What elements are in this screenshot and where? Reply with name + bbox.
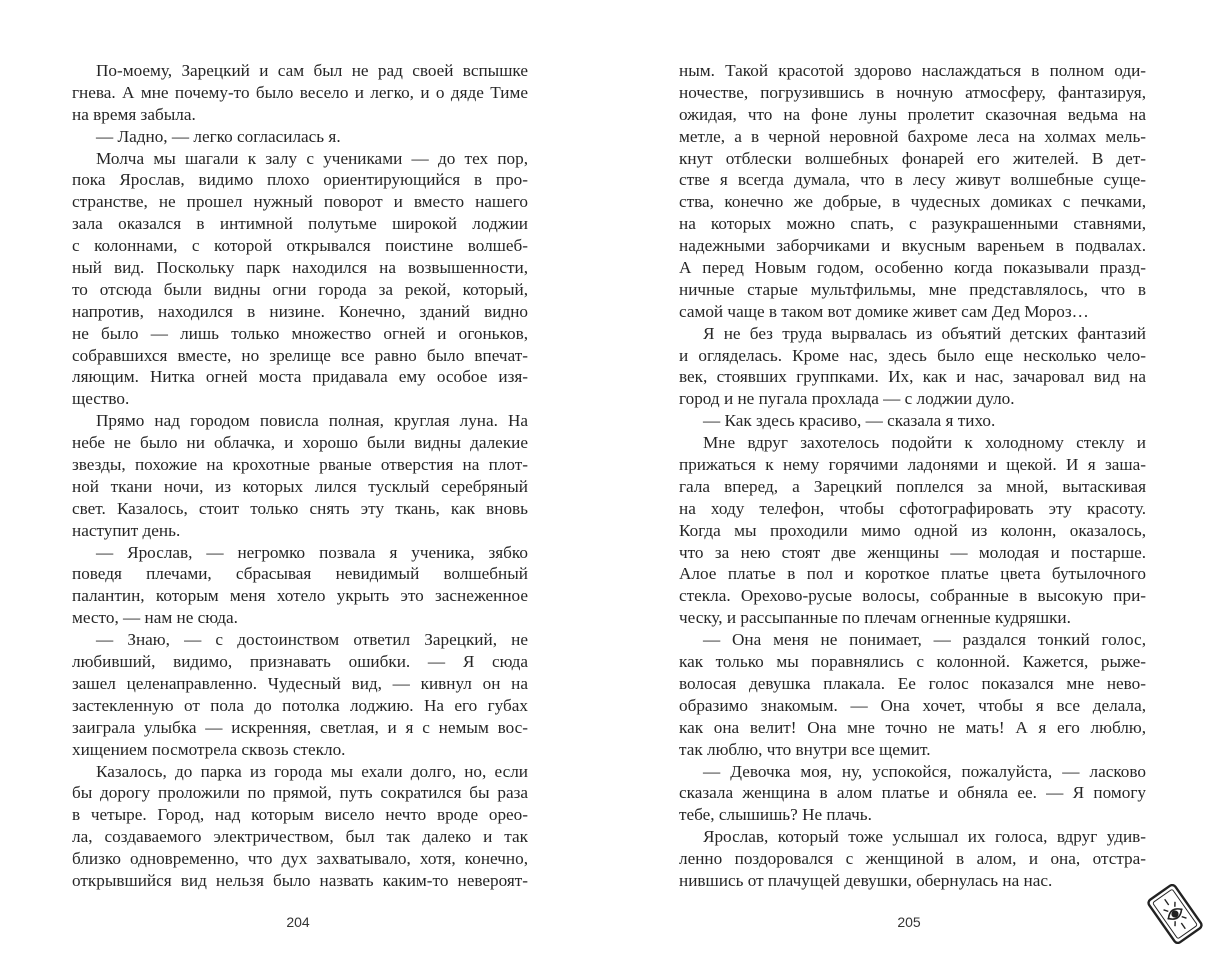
text-line: — Ярослав, — негромко позвала я ученика, зябко (96, 542, 528, 562)
text-line: небе не было ни облачка, и хорошо были видны далекие (72, 433, 528, 453)
text-line: стве я всегда думала, что в лесу живут волшебные суще- (679, 170, 1146, 190)
text-line: ночестве, погрузившись в ночную атмосферу, фантазируя, (679, 82, 1146, 102)
page-body-left (72, 60, 528, 892)
text-line: ляющим. Нитка огней моста придавала ему особое изя- (72, 367, 528, 387)
text-line: зала оказался в интимной полутьме широкой лоджии (72, 214, 528, 234)
page-number-left: 204 (286, 914, 310, 930)
text-line: ленно поздоровался с женщиной в алом, и она, отстра- (679, 849, 1146, 869)
text-line: не было — лишь только множество огней и огоньков, (72, 323, 528, 343)
text-line: нившись от плачущей девушки, обернулась на нас. (679, 870, 1053, 890)
text-line: — Как здесь красиво, — сказала я тихо. (703, 411, 996, 431)
text-line: что за нею стоят две женщины — молодая и постарше. (679, 542, 1146, 562)
text-line: свет. Казалось, стоит только снять эту ткань, как вновь (72, 498, 528, 518)
text-line: ный вид. Поскольку парк находился на возвышенности, (72, 258, 528, 278)
text-line: гнева. А мне почему-то было весело и легко, и о дяде Тиме (72, 82, 528, 102)
text-line: открывшийся вид нельзя было назвать каким-то невероят- (72, 870, 528, 890)
text-line: А перед Новым годом, особенно когда показывали празд- (679, 258, 1146, 278)
text-line: волосая девушка плакала. Ее голос показался мне нево- (679, 673, 1146, 693)
text-line: гала вперед, а Зарецкий поплелся за мной, вытаскивая (679, 476, 1146, 496)
text-line: на ходу телефон, чтобы сфотографировать эту красоту. (679, 498, 1146, 518)
text-line: любивший, видимо, признавать ошибки. — Я сюда (72, 652, 528, 672)
text-line: как только мы поравнялись с колонной. Кажется, рыже- (679, 652, 1146, 672)
text-line: ства, конечно же добрые, в чудесных домиках с печками, (679, 192, 1146, 212)
text-line: поведя плечами, сбрасывая невидимый волшебный (72, 564, 528, 584)
text-line: прижаться к нему горячими ладонями и щекой. И я зашa- (679, 455, 1146, 475)
text-line: город и не пугала прохлада — с лоджии дуло. (679, 389, 1015, 409)
text-line: кнут отблески волшебных фонарей его жителей. В дет- (679, 148, 1146, 168)
text-line: самой чаще в таком вот домике живет сам Дед Мороз… (679, 301, 1089, 321)
text-line: странстве, не прошел нужный поворот и вместо нашего (72, 192, 528, 212)
text-line: Алое платье в пол и короткое платье цвета бутылочного (679, 564, 1146, 584)
text-line: палантин, которым меня хотело укрыть это заснеженное (72, 586, 528, 606)
text-line: век, стоявших группками. Их, как и нас, зачаровал вид на (679, 367, 1146, 387)
text-line: то отсюда были видны огни города за рекой, который, (72, 279, 528, 299)
text-line: как она велит! Она мне точно не мать! А я его люблю, (679, 717, 1146, 737)
text-line: ла, создаваемого электричеством, был так далеко и так (72, 827, 528, 847)
text-line: Прямо над городом повисла полная, круглая луна. На (96, 411, 528, 431)
text-line: близко одновременно, что дух захватывало, хотя, конечно, (72, 849, 528, 869)
text-line: ничные старые мультфильмы, мне представлялось, что в (679, 279, 1146, 299)
text-line: — Знаю, — с достоинством ответил Зарецкий, не (96, 630, 528, 650)
text-line: тебе, слышишь? Не плачь. (679, 805, 872, 825)
text-line: Ярослав, который тоже услышал их голоса, вдруг удив- (703, 827, 1146, 847)
right-page (607, 0, 1214, 960)
text-line: на время забыла. (72, 104, 196, 124)
text-line: звезды, похожие на крохотные рваные отверстия на плот- (72, 455, 528, 475)
text-line: Я не без труда вырвалась из объятий детских фантазий (703, 323, 1146, 343)
text-line: наступит день. (72, 520, 181, 540)
text-line: ожидая, что на фоне луны пролетит сказочная ведьма на (679, 104, 1146, 124)
text-line: метле, а в черной неровной бахроме леса на холмах мель- (679, 126, 1146, 146)
text-line: место, — нам не сюда. (72, 608, 238, 628)
text-line: Молча мы шагали к залу с учениками — до тех пор, (96, 148, 528, 168)
text-line: собравшихся вместе, но зрелище все равно было впечат- (72, 345, 528, 365)
text-line: — Она меня не понимает, — раздался тонкий голос, (703, 630, 1146, 650)
text-line: ческу, и рассыпанные по плечам огненные кудряшки. (679, 608, 1071, 628)
text-line: и огляделась. Кроме нас, здесь было еще несколько чело- (679, 345, 1146, 365)
page-number-right: 205 (897, 914, 921, 930)
text-line: так люблю, что внутри все щемит. (679, 739, 931, 759)
text-line: надежными заборчиками и вкусным вареньем в подвалах. (679, 236, 1146, 256)
text-line: зашел целенаправленно. Чудесный вид, — кивнул он на (72, 673, 528, 693)
text-line: бы дорогу проложили по прямой, путь сократился бы раза (72, 783, 528, 803)
text-line: — Ладно, — легко согласилась я. (96, 126, 341, 146)
tarot-card-eye-icon (1145, 884, 1205, 944)
text-line: хищением посмотрела сквозь стекло. (72, 739, 346, 759)
text-line: щество. (72, 389, 130, 409)
text-line: застекленную от пола до потолка лоджию. На его губах (72, 695, 528, 715)
text-line: на которых можно спать, с разукрашенными ставнями, (679, 214, 1146, 234)
text-line: Мне вдруг захотелось подойти к холодному стеклу и (703, 433, 1146, 453)
text-line: По-моему, Зарецкий и сам был не рад своей вспышке (96, 61, 528, 80)
page-body-right (679, 60, 1146, 892)
text-line: стекла. Орехово-русые волосы, собранные в высокую при- (679, 586, 1146, 606)
text-line: пока Ярослав, видимо плохо ориентирующийся в про- (72, 170, 528, 190)
text-line: сказала женщина в алом платье и обняла ее. — Я помогу (679, 783, 1146, 803)
text-line: в четыре. Город, над которым висело нечто вроде орео- (72, 805, 528, 825)
text-line: Казалось, до парка из города мы ехали долго, но, если (96, 761, 528, 781)
text-line: напротив, находился в низине. Конечно, зданий видно (72, 301, 528, 321)
text-line: образимо знакомым. — Она хочет, чтобы я все делала, (679, 695, 1146, 715)
text-line: ным. Такой красотой здорово наслаждаться в полном оди- (679, 61, 1146, 80)
text-line: Когда мы проходили мимо одной из колонн, оказалось, (679, 520, 1146, 540)
text-line: — Девочка моя, ну, успокойся, пожалуйста, — ласково (703, 761, 1146, 781)
text-line: заиграла улыбка — искренняя, светлая, и я с немым вос- (72, 717, 528, 737)
text-line: ной ткани ночи, из которых лился тусклый серебряный (72, 476, 528, 496)
text-line: с колоннами, с которой открывался поистине волшеб- (72, 236, 528, 256)
